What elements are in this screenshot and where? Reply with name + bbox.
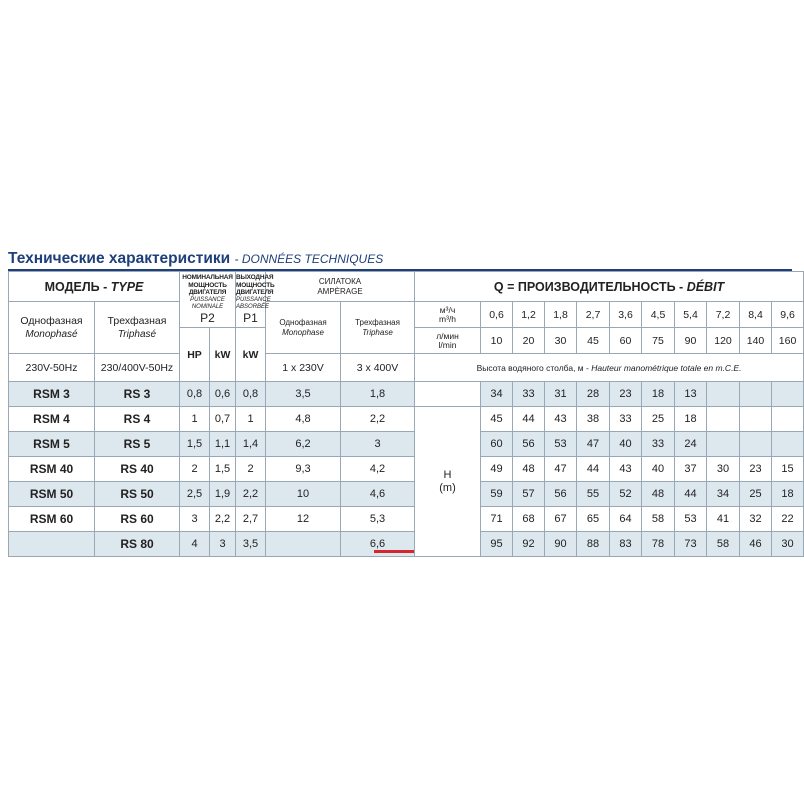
head-value: 47 (577, 432, 610, 457)
p2-label: P2 (200, 310, 215, 325)
head-value: 18 (675, 407, 707, 432)
p1-ru-label: ВЫХОДНАЯ МОЩНОСТЬ ДВИГАТЕЛЯ (236, 274, 275, 297)
amp-tri-supply: 3 x 400V (341, 354, 415, 382)
unit-m3h (415, 302, 481, 328)
flow-lmin: 140 (740, 328, 772, 354)
head-value: 32 (740, 507, 772, 532)
hp-value: 0,8 (180, 382, 210, 407)
head-value: 24 (675, 432, 707, 457)
head-value: 25 (642, 407, 675, 432)
head-value (707, 407, 740, 432)
p1-kw-header: kW (236, 328, 266, 382)
model-mono (9, 532, 95, 557)
p1-value: 1,4 (236, 432, 266, 457)
head-value: 38 (577, 407, 610, 432)
head-value: 58 (642, 507, 675, 532)
model-mono: RSM 50 (9, 482, 95, 507)
hp-value: 3 (180, 507, 210, 532)
head-value: 23 (740, 457, 772, 482)
head-value: 49 (481, 457, 513, 482)
head-value: 47 (545, 457, 577, 482)
model-tri: RS 80 (95, 532, 180, 557)
kw-value: 1,1 (210, 432, 236, 457)
flow-m3h: 9,6 (772, 302, 804, 328)
hp-value: 4 (180, 532, 210, 557)
head-value: 46 (740, 532, 772, 557)
model-mono: RSM 4 (9, 407, 95, 432)
head-value: 31 (545, 382, 577, 407)
head-value: 30 (772, 532, 804, 557)
flow-m3h: 3,6 (610, 302, 642, 328)
mono-ru-label: Однофазная (20, 314, 83, 327)
head-value: 30 (707, 457, 740, 482)
head-value: 13 (675, 382, 707, 407)
flow-m3h: 7,2 (707, 302, 740, 328)
head-value: 18 (772, 482, 804, 507)
flow-lmin: 45 (577, 328, 610, 354)
amp-mono-supply: 1 x 230V (266, 354, 341, 382)
model-tri: RS 40 (95, 457, 180, 482)
flow-m3h: 8,4 (740, 302, 772, 328)
amp-tri-value: 6,6 (341, 532, 415, 557)
amp-tri-header (341, 302, 415, 354)
head-value: 48 (513, 457, 545, 482)
red-marker (374, 550, 414, 553)
table-row (9, 482, 804, 507)
model-type-label: TYPE (110, 279, 144, 294)
amp-tri-value: 3 (341, 432, 415, 457)
head-value: 43 (610, 457, 642, 482)
amp-mono-value: 9,3 (266, 457, 341, 482)
flow-lmin: 60 (610, 328, 642, 354)
head-value: 43 (545, 407, 577, 432)
head-value: 23 (610, 382, 642, 407)
kw-value: 1,9 (210, 482, 236, 507)
head-value: 56 (545, 482, 577, 507)
head-value: 73 (675, 532, 707, 557)
tri-fr-label: Triphasé (117, 328, 157, 340)
flow-lmin: 75 (642, 328, 675, 354)
amp-mono-header (266, 302, 341, 354)
p1-value: 2,7 (236, 507, 266, 532)
unit-m3h-ru: м³/ч (439, 304, 456, 315)
p1-header (236, 272, 275, 328)
head-note-fr: Hauteur manométrique totale en m.C.E. (591, 362, 742, 373)
amp-tri-value: 4,6 (341, 482, 415, 507)
tri-header (95, 302, 180, 354)
head-value (707, 432, 740, 457)
flow-m3h: 5,4 (675, 302, 707, 328)
head-value: 34 (481, 382, 513, 407)
head-note-ru: Высота водяного столба, м - (476, 362, 589, 373)
unit-m3h-en: m³/h (439, 313, 457, 324)
hp-header: HP (180, 328, 210, 382)
head-value: 33 (610, 407, 642, 432)
h-letter: H (443, 468, 452, 481)
table-row (9, 507, 804, 532)
tri-supply: 230/400V-50Hz (95, 354, 180, 382)
head-value: 95 (481, 532, 513, 557)
kw-value: 2,2 (210, 507, 236, 532)
head-value: 78 (642, 532, 675, 557)
head-value: 37 (675, 457, 707, 482)
flow-m3h: 0,6 (481, 302, 513, 328)
p1-value: 1 (236, 407, 266, 432)
head-value: 48 (642, 482, 675, 507)
amp-tri-value: 4,2 (341, 457, 415, 482)
kw-value: 3 (210, 532, 236, 557)
model-tri: RS 3 (95, 382, 180, 407)
p1-fr-label: PUISSANCE ABSORBÉE (236, 296, 271, 310)
amp-mono-value (266, 532, 341, 557)
head-value: 15 (772, 457, 804, 482)
head-value (772, 382, 804, 407)
p1-label: P1 (243, 310, 258, 325)
head-value: 41 (707, 507, 740, 532)
amp-mono-ru: Однофазная (279, 317, 327, 327)
head-value: 52 (610, 482, 642, 507)
amp-tri-value: 2,2 (341, 407, 415, 432)
hp-value: 2,5 (180, 482, 210, 507)
title-main: Технические характеристики (8, 250, 231, 267)
table-row (9, 432, 804, 457)
amp-mono-value: 10 (266, 482, 341, 507)
head-value: 33 (642, 432, 675, 457)
amp-mono-value: 6,2 (266, 432, 341, 457)
mono-fr-label: Monophasé (25, 328, 78, 340)
amp-tri-value: 5,3 (341, 507, 415, 532)
head-value (740, 382, 772, 407)
page-title (8, 250, 383, 268)
flow-header (415, 272, 804, 302)
model-tri: RS 50 (95, 482, 180, 507)
kw-value: 0,6 (210, 382, 236, 407)
flow-title: Q = ПРОИЗВОДИТЕЛЬНОСТЬ - (493, 279, 684, 294)
head-value: 18 (642, 382, 675, 407)
model-tri: RS 60 (95, 507, 180, 532)
head-value (707, 382, 740, 407)
head-value: 67 (545, 507, 577, 532)
model-mono: RSM 3 (9, 382, 95, 407)
flow-lmin: 160 (772, 328, 804, 354)
head-value: 90 (545, 532, 577, 557)
spec-table (8, 271, 804, 557)
head-value: 92 (513, 532, 545, 557)
unit-lmin-en: l/min (438, 339, 457, 350)
head-note (415, 354, 804, 382)
head-value: 45 (481, 407, 513, 432)
amp-tri-fr: Triphase (362, 327, 393, 337)
kw-value: 0,7 (210, 407, 236, 432)
h-unit: (m) (439, 481, 456, 494)
title-sub: - DONNÉES TECHNIQUES (234, 252, 384, 266)
mono-header (9, 302, 95, 354)
model-tri: RS 5 (95, 432, 180, 457)
amperage-header (266, 272, 415, 302)
model-label: МОДЕЛЬ - (44, 279, 108, 294)
head-value: 44 (577, 457, 610, 482)
head-value: 56 (513, 432, 545, 457)
head-spacer (415, 382, 481, 407)
head-value: 58 (707, 532, 740, 557)
head-value: 44 (675, 482, 707, 507)
table-row (9, 382, 804, 407)
mono-supply: 230V-50Hz (9, 354, 95, 382)
amp-mono-value: 3,5 (266, 382, 341, 407)
head-value: 55 (577, 482, 610, 507)
head-value (772, 407, 804, 432)
head-value: 60 (481, 432, 513, 457)
head-value: 34 (707, 482, 740, 507)
head-value: 64 (610, 507, 642, 532)
table-row (9, 457, 804, 482)
head-value: 22 (772, 507, 804, 532)
flow-m3h: 2,7 (577, 302, 610, 328)
flow-m3h: 1,8 (545, 302, 577, 328)
head-value: 44 (513, 407, 545, 432)
model-mono: RSM 5 (9, 432, 95, 457)
head-value: 33 (513, 382, 545, 407)
model-tri: RS 4 (95, 407, 180, 432)
amp-tri-ru: Трехфазная (355, 317, 400, 327)
head-value: 57 (513, 482, 545, 507)
model-mono: RSM 60 (9, 507, 95, 532)
p1-value: 3,5 (236, 532, 266, 557)
kw-header: kW (210, 328, 236, 382)
flow-title-fr: DÉBIT (686, 279, 725, 294)
unit-lmin-ru: л/мин (436, 330, 459, 341)
amp-mono-value: 12 (266, 507, 341, 532)
hp-value: 1 (180, 407, 210, 432)
flow-lmin: 120 (707, 328, 740, 354)
head-value: 40 (610, 432, 642, 457)
flow-m3h: 4,5 (642, 302, 675, 328)
amp-ru-label: СИЛАТОКА (318, 276, 362, 286)
head-value: 28 (577, 382, 610, 407)
p2-fr-label: PUISSANCE NOMINALE (190, 296, 225, 310)
kw-value: 1,5 (210, 457, 236, 482)
hp-value: 1,5 (180, 432, 210, 457)
amp-mono-value: 4,8 (266, 407, 341, 432)
head-value (740, 432, 772, 457)
flow-lmin: 20 (513, 328, 545, 354)
head-value: 88 (577, 532, 610, 557)
head-value: 53 (545, 432, 577, 457)
flow-m3h: 1,2 (513, 302, 545, 328)
p2-ru-label: НОМИНАЛЬНАЯ МОЩНОСТЬ ДВИГАТЕЛЯ (182, 274, 233, 297)
p1-value: 2 (236, 457, 266, 482)
p2-header (180, 272, 236, 328)
flow-lmin: 90 (675, 328, 707, 354)
flow-lmin: 10 (481, 328, 513, 354)
model-mono: RSM 40 (9, 457, 95, 482)
head-value: 25 (740, 482, 772, 507)
table-row (9, 407, 804, 432)
head-value: 68 (513, 507, 545, 532)
model-header (9, 272, 180, 302)
amp-tri-value: 1,8 (341, 382, 415, 407)
hp-value: 2 (180, 457, 210, 482)
tri-ru-label: Трехфазная (107, 314, 167, 327)
head-value: 65 (577, 507, 610, 532)
amp-mono-fr: Monophase (282, 327, 324, 337)
unit-lmin (415, 328, 481, 354)
head-value: 40 (642, 457, 675, 482)
head-value: 83 (610, 532, 642, 557)
head-value (740, 407, 772, 432)
head-value: 71 (481, 507, 513, 532)
flow-lmin: 30 (545, 328, 577, 354)
amp-fr-label: AMPÈRAGE (317, 286, 363, 296)
head-h-label (415, 407, 481, 557)
p1-value: 0,8 (236, 382, 266, 407)
head-value: 59 (481, 482, 513, 507)
p1-value: 2,2 (236, 482, 266, 507)
head-value (772, 432, 804, 457)
head-value: 53 (675, 507, 707, 532)
